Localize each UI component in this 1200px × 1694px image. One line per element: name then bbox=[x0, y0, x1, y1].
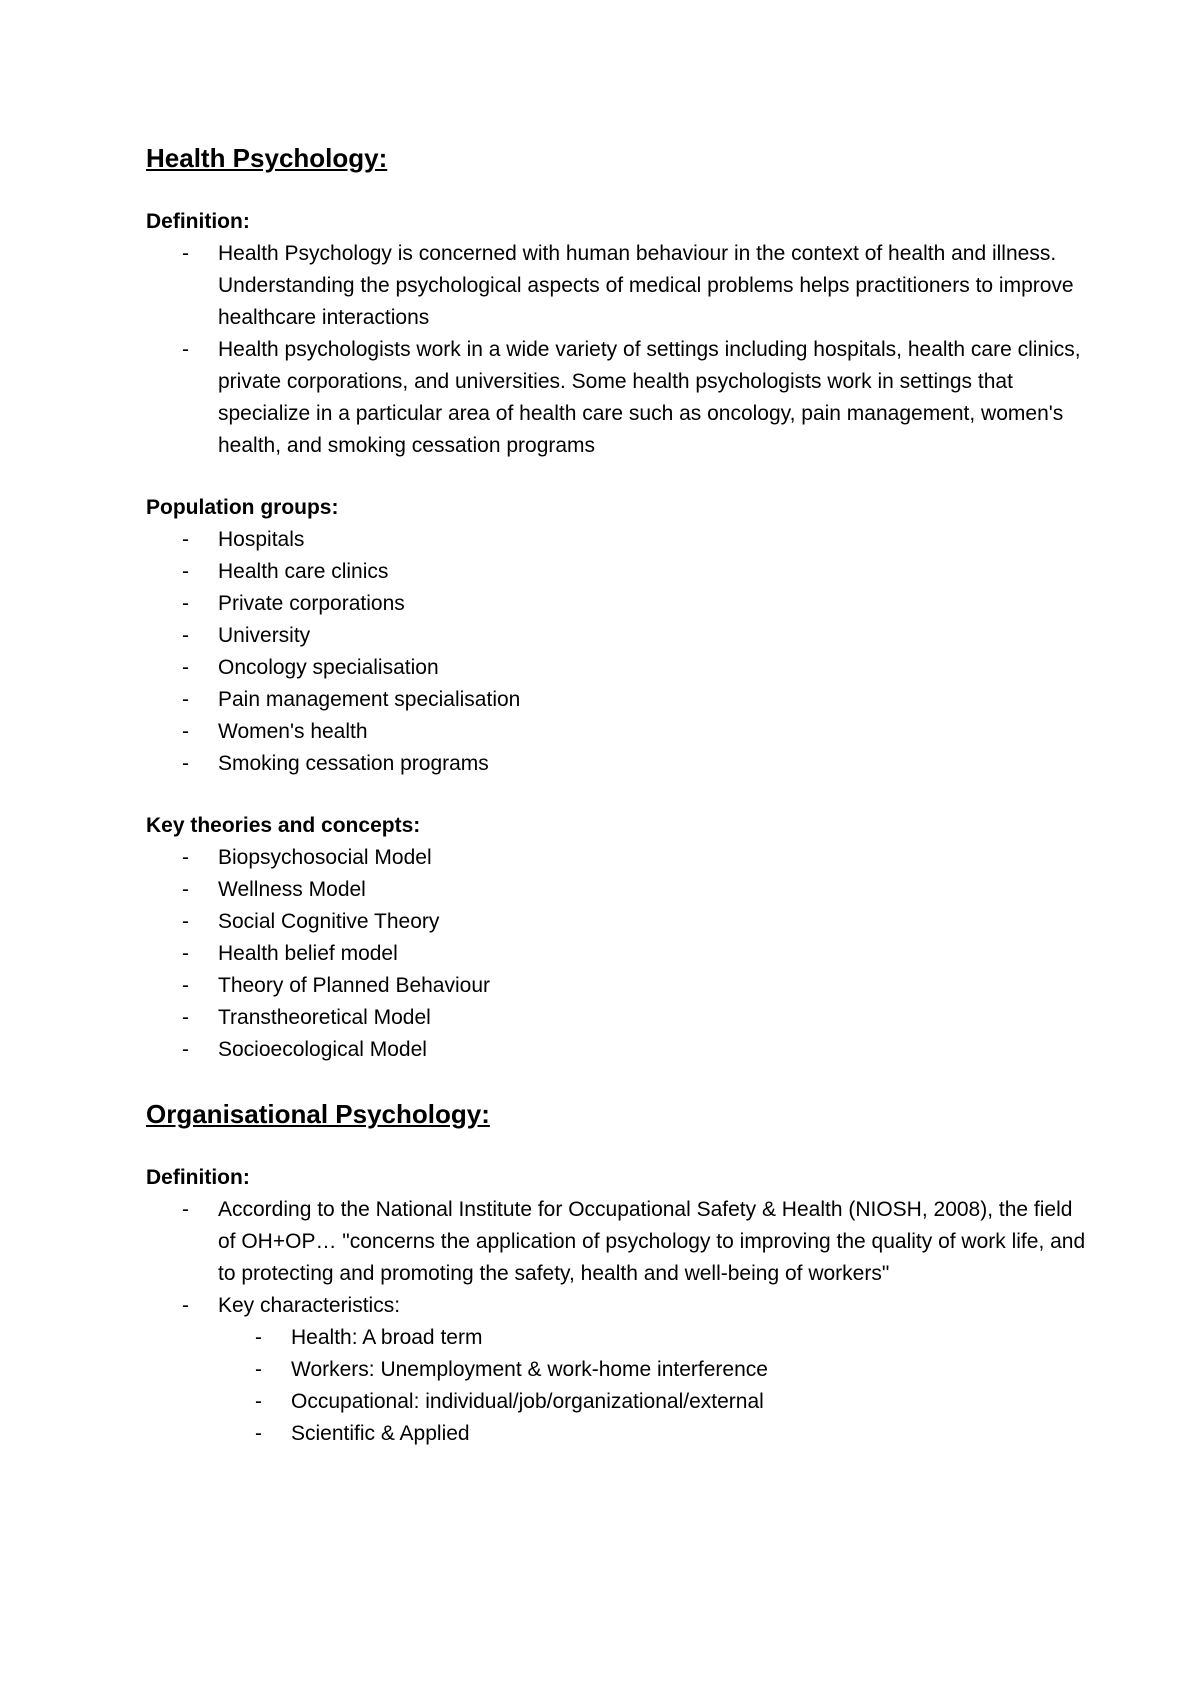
health-psychology-title: Health Psychology: bbox=[146, 143, 388, 173]
list-item: - Socioecological Model bbox=[182, 1038, 427, 1061]
list-item: - Health care clinics bbox=[182, 560, 389, 583]
list-item: - Health Psychology is concerned with human behaviour in the context of health and illness. Understanding the psychological aspects of medical problems helps practitioners to improve healthcare interactions bbox=[182, 242, 1074, 329]
key-characteristics-list bbox=[146, 1322, 1086, 1450]
list-item: - Oncology specialisation bbox=[182, 656, 439, 679]
list-item: - Transtheoretical Model bbox=[182, 1006, 431, 1029]
list-item: - Key characteristics: bbox=[182, 1294, 401, 1317]
list-item: - Theory of Planned Behaviour bbox=[182, 974, 491, 997]
document-content bbox=[146, 140, 1086, 1450]
organisational-definition-list bbox=[146, 1194, 1086, 1322]
health-definition-list bbox=[146, 238, 1086, 462]
organisational-definition-label: Definition: bbox=[146, 1166, 250, 1189]
list-item: - Women's health bbox=[182, 720, 368, 743]
list-item: - Health psychologists work in a wide variety of settings including hospitals, health care clinics, private corporations, and universities. Some health psychologists work in settings that specialize in a particular area of health care such as oncology, pain management, women's health, and smoking cessation programs bbox=[182, 338, 1081, 457]
list-item: - Pain management specialisation bbox=[182, 688, 521, 711]
list-item: - Wellness Model bbox=[182, 878, 366, 901]
key-theories-label: Key theories and concepts: bbox=[146, 814, 421, 837]
list-item: - According to the National Institute for Occupational Safety & Health (NIOSH, 2008), the field of OH+OP… "concerns the application of psychology to improving the quality of work life, and to protecting and promoting the safety, health and well-being of workers" bbox=[182, 1198, 1086, 1285]
list-item: - Scientific & Applied bbox=[255, 1422, 470, 1445]
list-item: - University bbox=[182, 624, 311, 647]
list-item: - Biopsychosocial Model bbox=[182, 846, 432, 869]
organisational-psychology-title: Organisational Psychology: bbox=[146, 1099, 490, 1129]
list-item: - Smoking cessation programs bbox=[182, 752, 489, 775]
list-item: - Hospitals bbox=[182, 528, 305, 551]
list-item: - Occupational: individual/job/organizational/external bbox=[255, 1390, 764, 1413]
list-item: - Workers: Unemployment & work-home interference bbox=[255, 1358, 768, 1381]
health-definition-label: Definition: bbox=[146, 210, 250, 233]
list-item: - Private corporations bbox=[182, 592, 405, 615]
list-item: - Social Cognitive Theory bbox=[182, 910, 440, 933]
list-item: - Health belief model bbox=[182, 942, 398, 965]
population-groups-list bbox=[146, 524, 1086, 780]
key-theories-list bbox=[146, 842, 1086, 1066]
population-groups-label: Population groups: bbox=[146, 496, 339, 519]
list-item: - Health: A broad term bbox=[255, 1326, 483, 1349]
